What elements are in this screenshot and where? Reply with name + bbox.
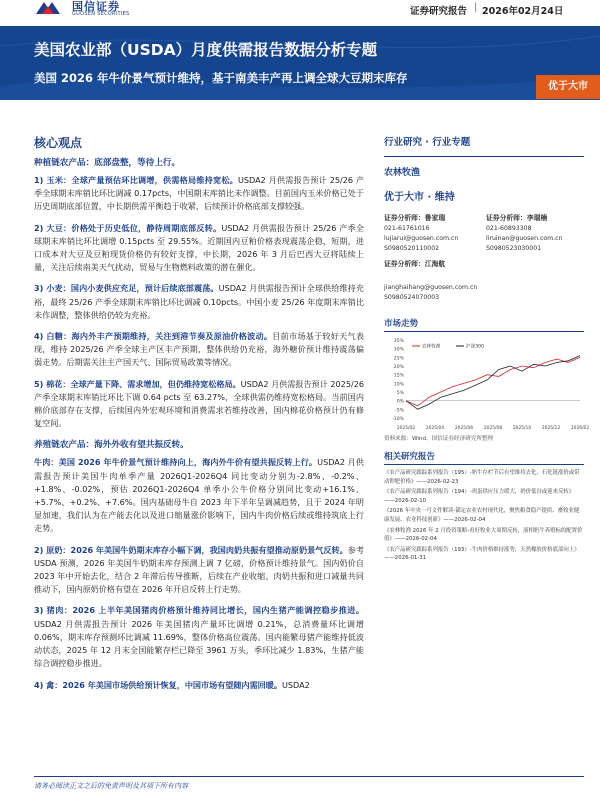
item-title: 牛肉：美国 2026 年牛价景气预计维持向上，海内外牛价有望共振反转上行。 [34,457,318,468]
item-body: USDA2 月供需报告预计美国牛肉单季产量 2026Q1-2026Q4 同比变动分别为-2.8%、-0.2%、+1.8%、-0.02%，预估 2026Q1-2026Q4 单季小公牛价格分别同比变动+16.1%、+5.7%、+0.2%、+7.6%。国内基础母牛自 2023 年下半年呈调减趋势，且于 2024 年明显加速，我们认为在产能去化以及进口缩量涨价影响下，国内牛肉价格后续或维持筑底上行走势。 [34,457,364,534]
item-wheat [34,282,364,322]
logo-english: GUOSEN SECURITIES [72,11,130,17]
item-body: USDA2 月供需报告预计全球供给维持充裕，最终 25/26 产季全球期末库销比环比调减 0.10pcts。中国小麦 25/26 年度期末库销比未作调整，整体供给仍较为充裕。 [34,283,364,320]
item-body: USDA2 月供需报告预计 2025/26 产季全球期末库销比环比下调 0.64 pcts 至 63.27%，全球供需仍维持宽松格局。当前国内棉价底部存在支撑，后续国内外宏观环境和消费需求若维持改善，国内棉花价格预计仍有修复空间。 [34,378,365,429]
contact-block [384,283,477,303]
top-header [0,0,600,22]
item-sugar [34,330,364,370]
analyst-cert: S0980520110002 [384,245,440,252]
item-title: 猪肉：2026 上半年美国猪肉价格预计维持同比增长，国内生猪产能调控稳步推进。 [46,605,364,616]
related-report[interactable]: 《农产品研究跟踪系列报告（195）-奶牛存栏节后有望维持去化，石化链涨价或带动钾肥价格》——2026-02-23 [384,470,580,485]
y-tick-label: 30% [393,347,404,353]
related-report[interactable]: 《农产品研究跟踪系列报告（194）-鸡蛋供应压力缓大，奶价低谷或迎来反转》——2026-02-10 [384,489,575,504]
report-date: 2026年02月24日 [482,6,564,17]
report-subtitle: 美国 2026 年牛价景气预计维持，基于南美丰产再上调全球大豆期末库存 [34,71,408,85]
item-title: 大豆：价格处于历史低位，静待周期底部反转。 [46,222,222,233]
related-reports-heading: 相关研究报告 [384,452,436,462]
analyst-email[interactable]: liruinan@guosen.com.cn [486,235,563,242]
chart-source: 资料来源：Wind、国信证券经济研究所整理 [384,436,494,442]
sidebar-column [384,134,590,565]
item-milk [34,544,364,597]
section-livestock: 养殖链农产品：海外外收有望共振反转。 [34,440,189,451]
report-title: 美国农业部（USDA）月度供需报告数据分析专题 [34,41,378,59]
item-body: USDA2 月供需报告预计 25/26 产季全球期末库销比环比调减 0.17pcts，中国期末库销比未作调整。目前国内玉米价格已处于历史周期底部位置，中长期供需平衡趋于收紧，后续预计价格底部支撑较强。 [34,175,364,212]
item-body: USDA2 月供需报告预计 25/26 产季全球期末库销比环比调增 0.15pcts 至 29.55%。近期国内豆粕价格表现震荡企稳，短期，进口成本对大豆及豆粕现货价格仍有较好支撑，中长期，2026 年 3 月后巴西大豆将陆续上量，关注后续南美天气扰动，贸易与生物燃料政策的潜在催化。 [34,222,364,273]
item-number: 3) [34,283,47,294]
divider [384,464,584,465]
item-number: 3) [34,605,47,616]
x-tick-label: 2026/02 [570,426,590,431]
related-report[interactable]: 《农产品研究跟踪系列报告（193）-牛肉价格维持涨势，天然橡胶价格底部向上》——2026-01-31 [384,546,580,562]
item-title: 小麦：国内小麦供应充足，预计后续底部震荡。 [46,283,219,294]
x-tick-label: 2025/08 [483,426,503,431]
legend-label: 农林牧渔 [422,344,441,350]
analyst-cert: S0980523030001 [486,245,542,252]
item-title: 原奶：2026 年美国牛奶期末库存小幅下调，我国肉奶共振有望推动原奶景气反转。 [46,544,348,555]
y-tick-label: 10% [393,382,404,388]
item-body: 目前市场基于较好天气表现，维持 2025/26 产季全球主产区丰产预期，整体供给仍充裕，海外糖价预计维持震荡偏弱走势。后期需关注主产国天气、国际贸易政策等情况。 [34,331,364,368]
item-number: 1) [34,175,47,185]
analyst-name: 证券分析师：李瑞楠 [486,214,548,222]
footer-divider [34,776,584,777]
core-views-heading: 核心观点 [34,136,83,150]
title-banner [0,26,600,100]
industry-label: 行业研究 · 行业专题 [384,137,471,148]
analyst-2 [486,213,563,254]
analyst-1 [384,213,458,254]
y-tick-label: 25% [393,356,404,362]
x-tick-label: 2025/12 [541,426,561,431]
guosen-logo-icon [34,0,62,16]
y-tick-label: 35% [393,339,404,344]
related-report[interactable]: 《农林牧渔 2026 年 2 月投资策略-看好牧业大周期反转，液相奶牛养殖标的配置价值》——2026-02-04 [384,527,583,543]
item-number: 4) [34,679,47,690]
item-number: 2) [34,222,47,233]
x-tick-label: 2025/04 [425,426,445,431]
item-number: 5) [34,378,47,389]
item-number: 4) [34,331,47,342]
legend-label: 沪深300 [466,344,484,350]
item-cotton [34,378,364,431]
analyst-phone: 021-61761016 [384,225,430,232]
item-poultry [34,679,364,692]
item-title: 棉花：全球产量下降、需求增加，但仍维持宽松格局。 [46,378,241,389]
report-type: 证券研究报告 [410,6,468,17]
x-tick-label: 2025/06 [454,426,474,431]
y-tick-label: -5% [395,408,404,414]
y-tick-label: 5% [396,391,404,396]
series-line [406,356,580,410]
core-views-column [34,134,364,700]
item-title: 玉米：全球产量预估环比调增，供需格局维持宽松。 [46,175,238,185]
chart-svg [384,336,590,432]
item-corn [34,174,364,214]
section-planting: 种植链农产品：底部盘整，等待上行。 [34,158,181,168]
divider [384,331,584,332]
series-line [406,357,580,406]
analyst-3 [384,259,445,270]
contact-email[interactable]: jianghaihang@guosen.com.cn [384,284,478,291]
item-body: USDA2 [281,679,310,690]
y-tick-label: 20% [393,365,404,370]
logo-name: 国信证券 [72,0,120,13]
y-tick-label: -10% [392,417,404,422]
item-body: 参考 USDA 预测，2026 年美国牛奶期末库存预测上调 7 亿磅，价格预计维持景气。国内奶价自 2023 年中开始去化，结合 2 年滞后传导推断，后续在产业收缩、肉奶共振和进口减量共同推动下，国内原奶价格有望在 2026 年开启反转上行走势。 [34,544,364,595]
x-tick-label: 2025/02 [396,426,416,431]
market-trend-heading: 市场走势 [384,319,419,329]
analyst-block [384,213,584,317]
item-title: 禽：2026 年美国市场供给预计恢复，中国市场有望随内需回暖。 [46,679,282,690]
x-tick-label: 2025/10 [512,426,532,431]
item-number: 2) [34,544,47,555]
y-tick-label: 15% [393,373,404,379]
analyst-email[interactable]: lujiarui@guosen.com.cn [384,235,459,242]
footer-disclaimer: 请务必阅读正文之后的免责声明及其项下所有内容 [34,782,188,790]
contact-cert: S0980524070003 [384,294,440,301]
y-tick-label: 0% [396,399,404,405]
rating-label: 优于大市 · 维持 [384,192,455,203]
sector-label: 农林牧渔 [384,168,421,178]
guosen-logo [34,0,154,20]
market-trend-chart [384,336,590,432]
related-report[interactable]: 《2026 年中央一号文件解读-锚定农业农村现代化，聚焦粮食稳产提质、畜牧业健康发展、农业科技创新》——2026-02-04 [384,508,580,523]
analyst-name: 证券分析师：鲁家瑞 [384,214,446,222]
analyst-name: 证券分析师：江海航 [384,260,446,268]
item-title: 白糖：海内外丰产预期维持，关注到港节奏及原油价格波动。 [46,331,273,342]
analyst-phone: 021-60893308 [486,225,532,232]
header-separator: | [474,2,478,13]
item-soybean [34,222,364,275]
rating-badge: 优于大市 [536,75,600,99]
divider [384,156,584,157]
item-pork [34,604,364,670]
item-body: USDA2 月供需报告预计 2026 年美国猪肉产量环比调增 0.21%，总消费量环比调增 0.06%，期末库存预测环比调减 11.69%，整体价格高位震荡。国内能繁母猪产能维持低波动状态，2025 年 12 月末全国能繁存栏已降至 3961 万头，季环比减少 1.83%，生猪产能综合调控稳步推进。 [34,618,364,669]
item-beef [34,456,364,535]
